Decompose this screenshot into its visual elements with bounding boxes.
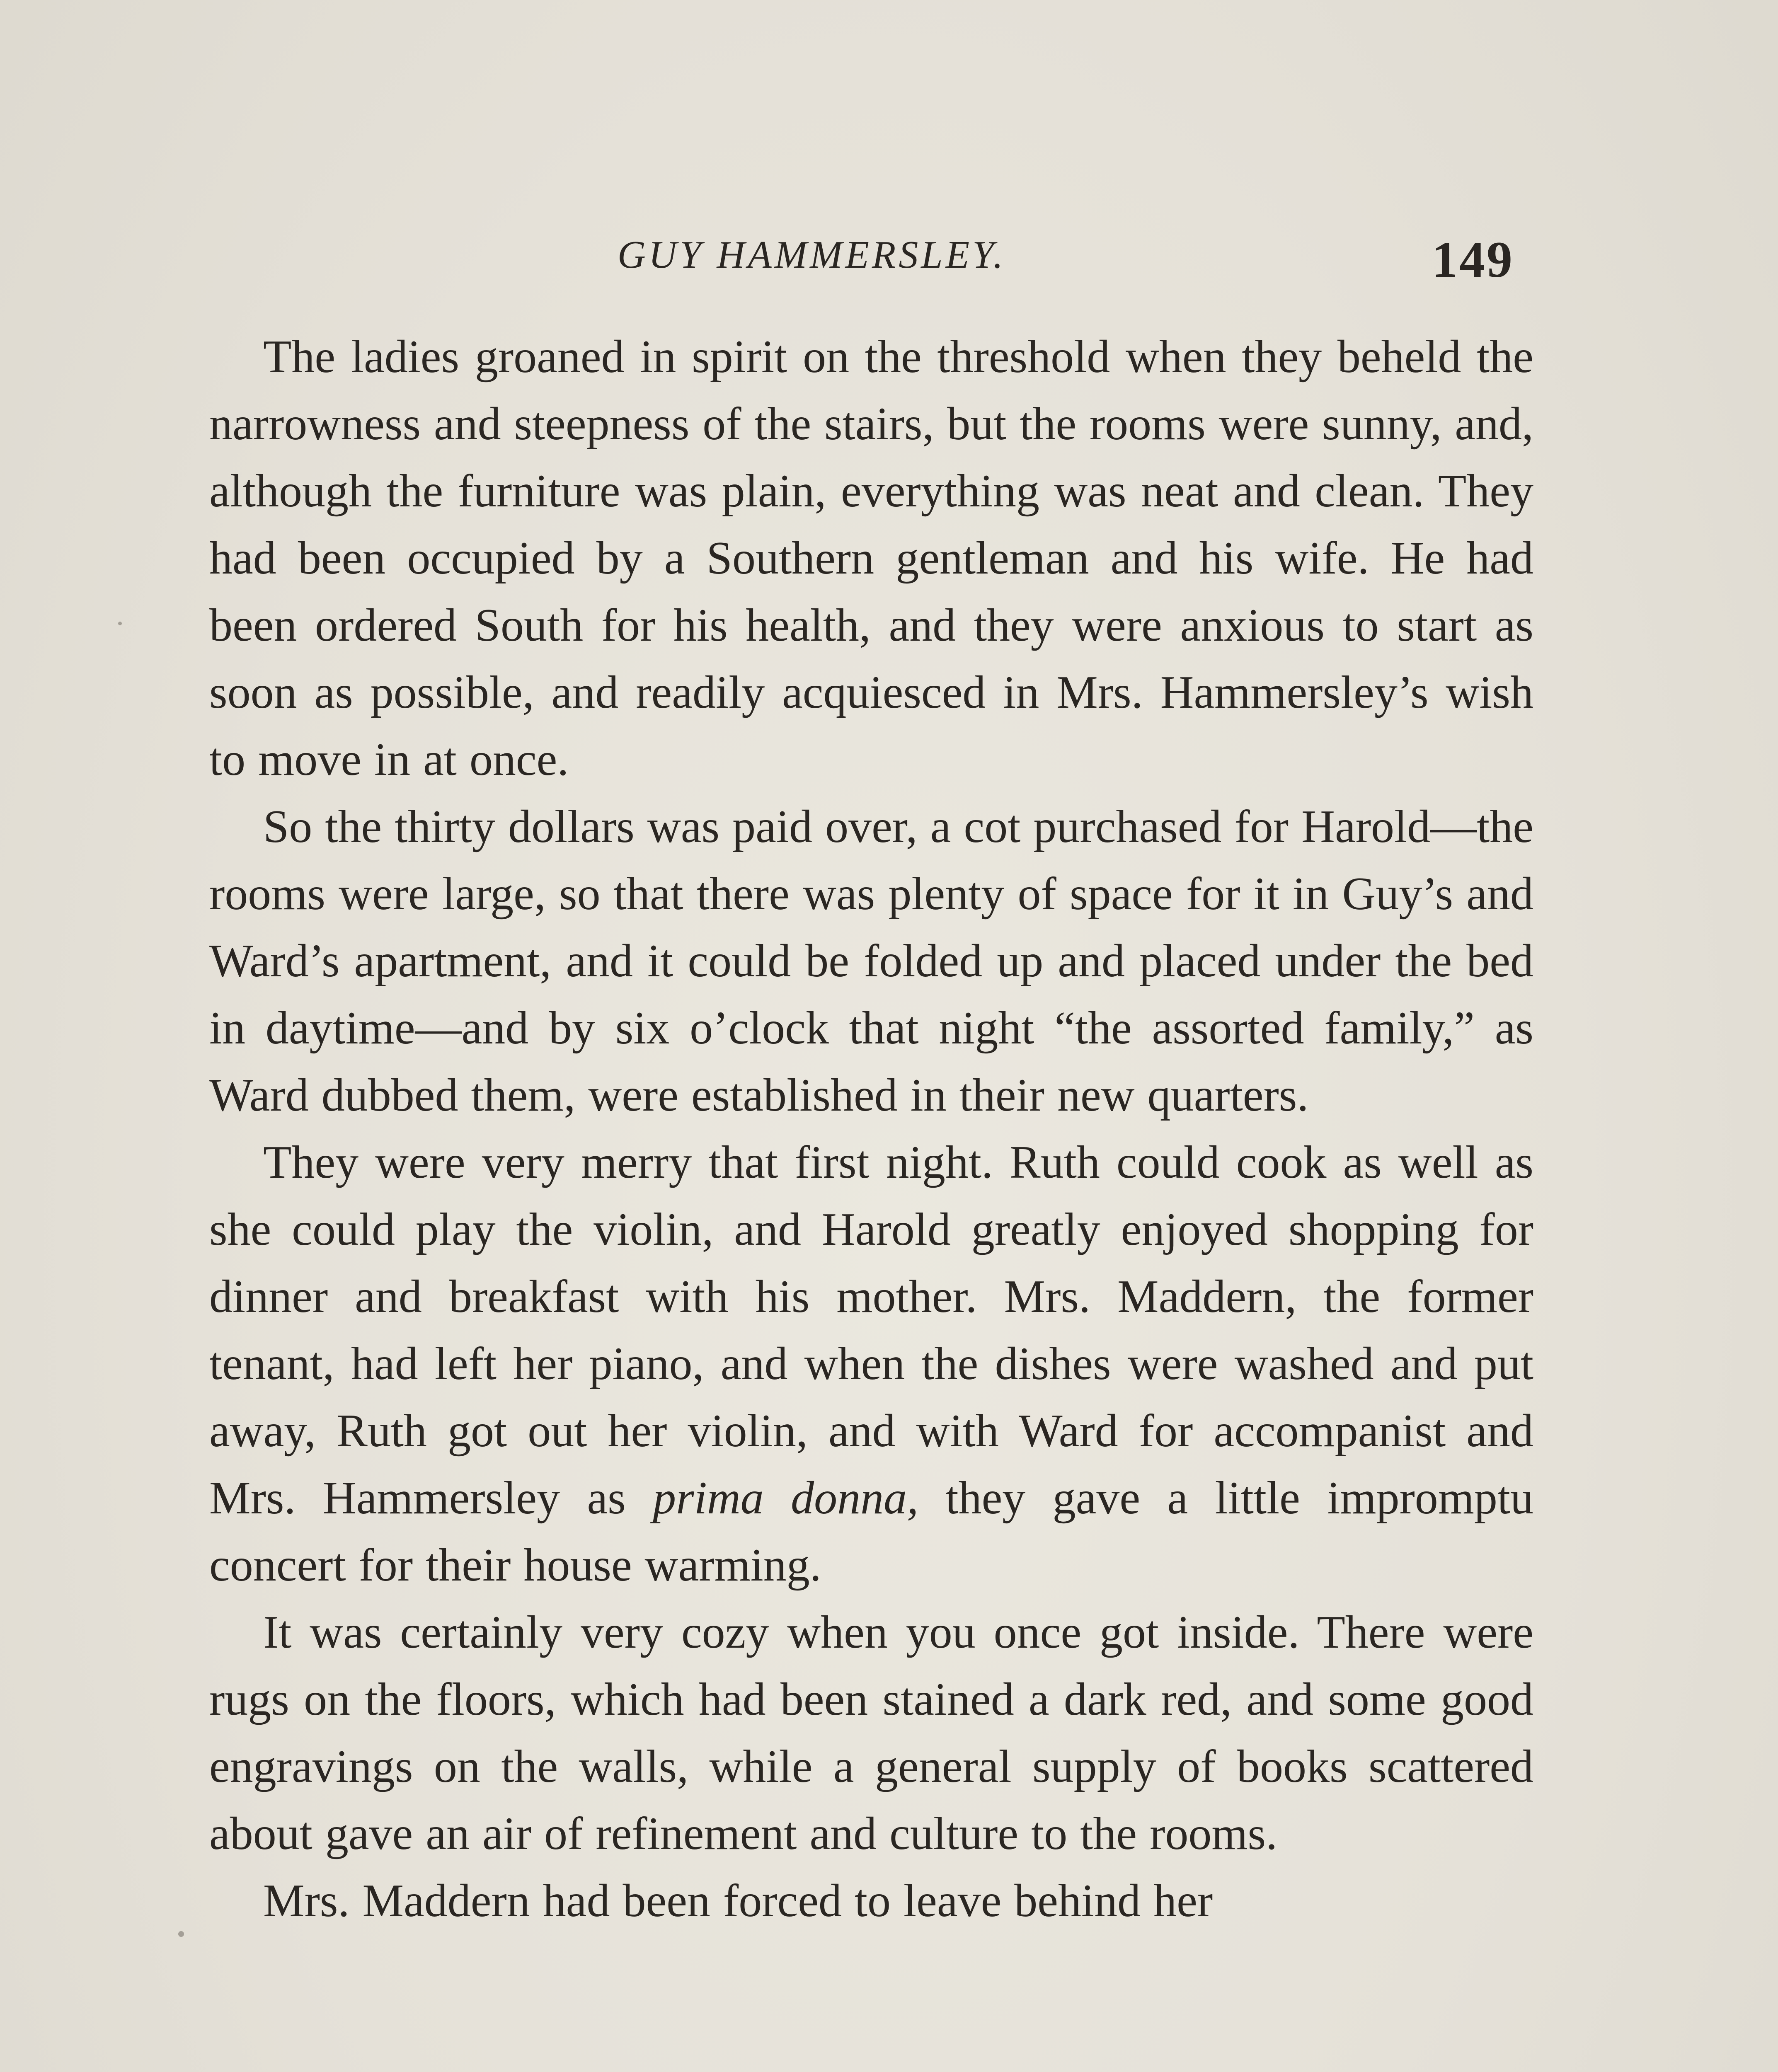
paragraph-5: Mrs. Maddern had been forced to leave behind her xyxy=(263,1875,1213,1927)
paragraph-3-text-before: They were very merry that first night. Ruth could cook as well as she could play the violin, and Harold greatly enjoyed shopping for dinner and breakfast with his mother. Mrs. Maddern, the former tenant, had left her piano, and when the dishes were washed and put away, Ruth got out her violin, and with Ward for accompanist and Mrs. Hammersley as xyxy=(209,1137,1533,1524)
page-number: 149 xyxy=(1432,231,1514,288)
running-header xyxy=(0,224,1778,286)
paper-speck xyxy=(178,1931,184,1937)
paper-speck xyxy=(118,622,122,625)
paragraph-1: The ladies groaned in spirit on the threshold when they beheld the narrowness and steepness of the stairs, but the rooms were sunny, and, although the furniture was plain, everything was neat and clean. They had been occupied by a Southern gentleman and his wife. He had been ordered South for his health, and they were anxious to start as soon as possible, and readily acquiesced in Mrs. Hammersley’s wish to move in at once. xyxy=(209,331,1533,785)
running-title: GUY HAMMERSLEY. xyxy=(618,233,1006,276)
paragraph-2: So the thirty dollars was paid over, a cot purchased for Harold—the rooms were large, so that there was plenty of space for it in Guy’s and Ward’s apartment, and it could be folded up and placed under the bed in daytime—and by six o’clock that night “the assorted family,” as Ward dubbed them, were established in their new quarters. xyxy=(209,801,1533,1121)
body-text xyxy=(209,323,1533,1934)
paragraph-3-text-after: they gave a little impromptu concert for their house warming. xyxy=(209,1472,1533,1591)
paragraph-4: It was certainly very cozy when you once got inside. There were rugs on the floors, which had been stained a dark red, and some good engravings on the walls, while a general supply of books scattered about gave an air of refinement and culture to the rooms. xyxy=(209,1607,1533,1859)
paragraph-3 xyxy=(209,1129,1533,1599)
italic-phrase: prima donna, xyxy=(653,1472,919,1524)
